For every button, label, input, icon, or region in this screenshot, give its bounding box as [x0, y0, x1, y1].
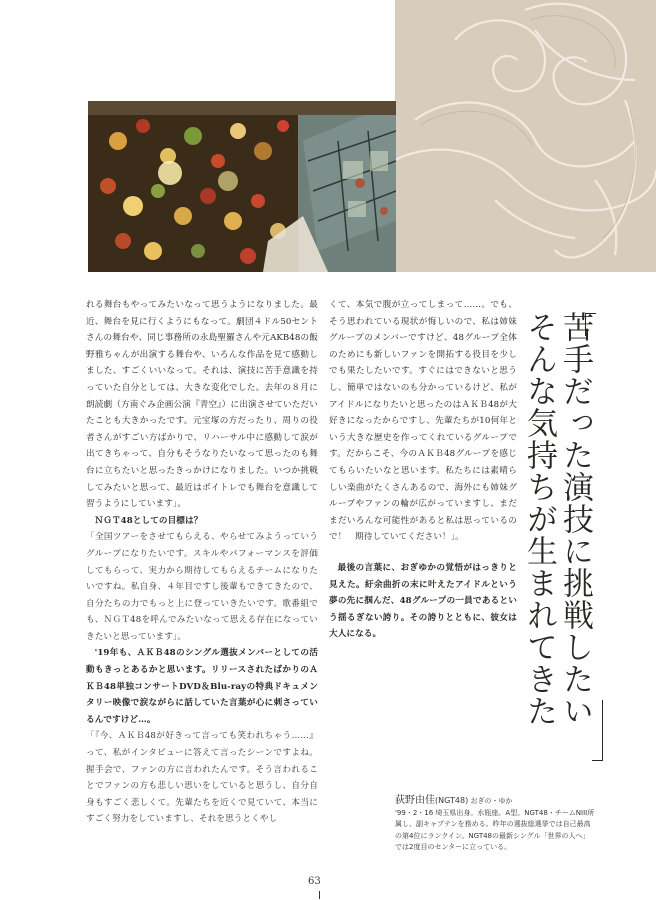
closing-paragraph: 最後の言葉に、おぎゆかの覚悟がはっきりと見えた。紆余曲折の末に叶えたアイドルという夢の先に掴んだ、48グループの一員であるという揺るぎない誇り。その誇りとともに、彼女は大人になる。 — [329, 562, 517, 640]
section-heading: ＮＧＴ48としての目標は？ — [94, 515, 203, 526]
decorative-ornament-panel — [395, 0, 656, 272]
page-tick — [319, 891, 320, 899]
headline-line-1: 苦手だった演技に挑戦したい — [557, 311, 593, 727]
profile-name: 荻野由佳 — [395, 795, 435, 806]
quote-paragraph: 「『今、ＡＫＢ48が好きって言っても笑われちゃう……』って、私がインタビューに答えて言ったシーンですよね。握手会で、ファンの方に言われたんです。そう言われることでファンの方も悲しい思いをしていると思うし、自分自身もすごく悲しくて。先輩たちを近くで見ていて、本当にすごく努力をしていますし、それを思うとくやし — [86, 731, 318, 825]
profile-group: (NGT48) — [435, 796, 469, 805]
stained-glass-lamps-photo — [88, 101, 396, 272]
paragraph-spacer — [329, 546, 517, 560]
body-paragraph: くて、本気で腹が立ってしまって……。でも、そう思われている現状が悔しいので、私は姉妹グループのメンバーですけど、48グループ全体のためにも新しいファンを開拓する役目を少しでも果たしたいです。すぐにはできないと思うし、簡単ではないのも分かっているけど、私がアイドルになりたいと思ったのはＡＫＢ48が大好きになったからですし、先輩たちが10何年という大きな歴史を作ってくれているグループです。だからこそ、今のＡＫＢ48グループを感じてもらいたいなと思います。私たちには素晴らしい楽曲がたくさんあるので、海外にも姉妹グループやファンの輪が広がっていますし、まだまだいろんな可能性があると私は思っているので！ 期待していてください！」。 — [329, 300, 517, 543]
body-paragraph: れる舞台もやってみたいなって思うようになりました。最近、舞台を見に行くようにもなって。劇団４ドル50セントさんの舞台や、同じ事務所の永島聖羅さんや元AKB48の飯野雅ちゃんが出演する舞台や、いろんな作品を見て感動しました、すごくいいなって。それは、演技に苦手意識を持っていた自分としては、大きな変化でした。去年の８月に朗読劇（方南ぐみ企画公演『青空』）に出演させていただいたことも大きかったです。元宝塚の方だったり、周りの役者さんがすごい方ばかりで、リハーサル中に感動して涙が出てきちゃって、自分もそうなりたいなって思ったのも舞台に立ちたいと思ったきっかけになりました。いつか挑戦してみたいと思って、最近はボイトレでも舞台を意識して習うようにしています」。 — [86, 300, 318, 510]
headline-bracket-close — [592, 700, 603, 761]
profile-bio: '99・2・16 埼玉県出身。水瓶座。A型。NGT48・チームNIII所属し、副キャプテンを務める。昨年の選抜総選挙では自己最高の第4位にランクイン。NGT48の最新シングル「世界の人へ」では2度目のセンターに立っている。 — [395, 808, 595, 851]
interviewer-question: '19年も、ＡＫＢ48のシングル選抜メンバーとしての活動もきっとあるかと思います。リリースされたばかりのＡＫＢ48単独コンサートDVD＆Blu-rayの特典ドキュメンタリー映像で涙ながらに話していた言葉が心に刺さっているんですけど…。 — [86, 648, 318, 725]
headline-line-2: そんな気持ちが生まれてきた — [521, 311, 557, 727]
profile-box — [395, 795, 595, 854]
quote-paragraph: 「全国ツアーをさせてもらえる、やらせてみようっていうグループになりたいです。スキルやパフォーマンスを評価してもらって、実力から期待してもらえるチームになりたいですね。私自身、４年目ですし後輩もできてきたので、自分たちの力でもっと上に登っていきたいです。歌番組でも、ＮＧＴ48を呼んでみたいなって思える存在になっていきたいと思っています」。 — [86, 532, 318, 642]
article-column-right — [329, 297, 517, 643]
article-column-left — [86, 297, 318, 828]
ornament-swirl-icon — [395, 0, 656, 272]
page-number: 63 — [308, 876, 321, 887]
profile-reading: おぎの・ゆか — [470, 797, 513, 805]
